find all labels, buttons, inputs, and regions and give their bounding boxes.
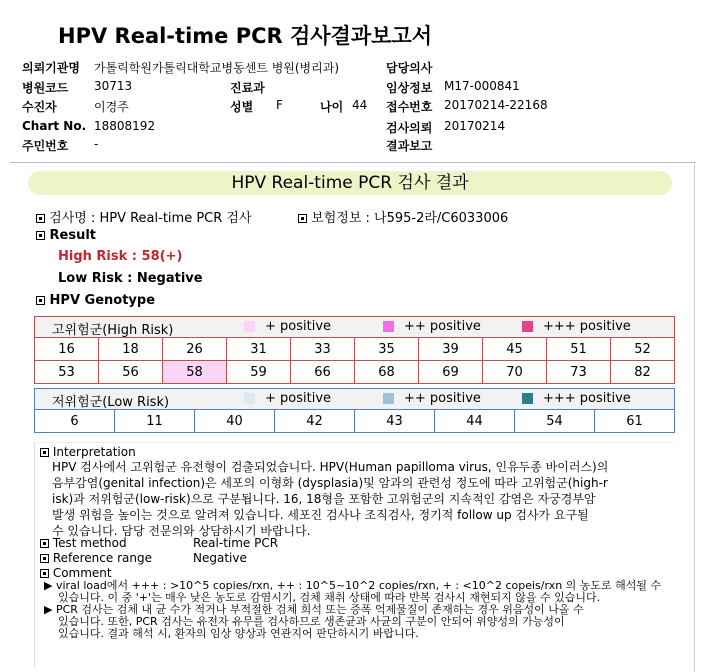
genotype-cell: 26 xyxy=(163,338,227,361)
institution-value: 가톨릭학원가톨릭대학교병동센트 병원(병리과) xyxy=(94,61,340,75)
legend-swatch xyxy=(244,393,255,404)
insurance-row xyxy=(298,207,508,226)
comment-2 xyxy=(44,604,684,640)
legend-swatch xyxy=(244,321,255,332)
interpretation-line: 발생 위험을 높이는 것으로 알려져 있습니다. 세포진 검사나 조직검사, 정기적 follow up 검사가 요구될 xyxy=(52,508,589,522)
interpretation-line: 음부감염(genital infection)은 세포의 이형화 (dysplasia)및 암과의 관련성 정도에 따라 고위험군(high-r xyxy=(52,476,608,490)
hospital-code-label: 병원코드 xyxy=(22,81,69,95)
method-label: Test method xyxy=(52,536,127,550)
genotype-cell: 58 xyxy=(163,361,227,384)
rrn-label: 주민번호 xyxy=(22,139,69,153)
square-bullet-icon xyxy=(36,214,45,223)
reference-label: Reference range xyxy=(52,551,152,565)
comment-line: viral load에서 +++ : >10^5 copies/rxn, ++ : 10^5~10^2 copies/rxn, + : <10^2 copeis/rxn 의 농도로 해석될 수 xyxy=(55,579,662,592)
high-risk-legend-1 xyxy=(244,319,331,334)
genotype-cell: 53 xyxy=(35,361,99,384)
report-title: HPV Real-time PCR 검사결과보고서 xyxy=(58,24,432,48)
report-label: 결과보고 xyxy=(386,139,433,153)
low-risk-legend-2 xyxy=(383,391,481,406)
high-risk-legend-2 xyxy=(383,319,481,334)
reference-value: Negative xyxy=(193,551,247,565)
patient-value: 이경주 xyxy=(94,100,129,114)
legend-label: + positive xyxy=(265,319,332,334)
sex-value: F xyxy=(276,98,283,112)
department-label: 진료과 xyxy=(230,81,265,95)
genotype-cell: 39 xyxy=(419,338,483,361)
high-risk-legend-3 xyxy=(522,319,631,334)
institution-label: 의뢰기관명 xyxy=(22,61,80,75)
genotype-heading-row xyxy=(36,293,155,308)
genotype-cell: 59 xyxy=(227,361,291,384)
interpretation-heading: Interpretation xyxy=(52,445,136,459)
request-date-label: 검사의뢰 xyxy=(386,121,433,135)
result-heading-row xyxy=(36,228,96,243)
interpretation-text xyxy=(52,459,682,539)
legend-label: +++ positive xyxy=(543,319,631,334)
patient-label: 수진자 xyxy=(22,100,57,114)
genotype-cell: 35 xyxy=(355,338,419,361)
chart-no-value: 18808192 xyxy=(94,119,156,133)
receipt-no-value: 20170214-22168 xyxy=(444,98,548,112)
method-row xyxy=(40,535,127,551)
high-risk-label: 고위험군(High Risk) xyxy=(52,323,174,338)
square-bullet-icon xyxy=(36,231,45,240)
clinical-info-label: 임상정보 xyxy=(386,81,433,95)
age-value: 44 xyxy=(352,98,368,112)
insurance-info: 보험정보 : 나595-2라/C6033006 xyxy=(311,211,509,226)
genotype-cell: 69 xyxy=(419,361,483,384)
high-risk-result: High Risk : 58(+) xyxy=(58,249,183,264)
genotype-cell: 11 xyxy=(115,410,195,433)
genotype-cell: 52 xyxy=(611,338,675,361)
rrn-value: - xyxy=(94,137,99,151)
triangle-bullet-icon: ▶ xyxy=(44,579,56,592)
high-risk-row xyxy=(35,338,675,361)
genotype-cell: 40 xyxy=(195,410,275,433)
genotype-cell: 42 xyxy=(275,410,355,433)
result-heading: Result xyxy=(49,228,97,243)
test-name: 검사명 : HPV Real-time PCR 검사 xyxy=(49,211,252,226)
genotype-cell: 16 xyxy=(35,338,99,361)
square-bullet-icon xyxy=(40,554,49,563)
header-separator xyxy=(10,162,696,163)
high-risk-table xyxy=(34,337,675,384)
low-risk-legend-1 xyxy=(244,391,331,406)
legend-label: ++ positive xyxy=(404,319,481,334)
genotype-cell: 31 xyxy=(227,338,291,361)
comment-line: 있습니다. 또한, PCR 검사는 유전자 유무를 검사하므로 생존균과 사균의 구분이 안되어 위양성의 가능성이 xyxy=(58,615,565,628)
comment-1 xyxy=(44,580,684,604)
reference-row xyxy=(40,550,152,566)
genotype-cell: 43 xyxy=(355,410,435,433)
interpretation-line: 수 있습니다. 담당 전문의와 상담하시기 바랍니다. xyxy=(52,524,311,538)
chart-no-label: Chart No. xyxy=(22,119,87,133)
request-date-value: 20170214 xyxy=(444,119,506,133)
square-bullet-icon xyxy=(36,296,45,305)
low-risk-row xyxy=(35,410,675,433)
interpretation-line: isk)과 저위험군(low-risk)으로 구분됩니다. 16, 18형을 포함한 고위험군의 지속적인 감염은 자궁경부암 xyxy=(52,492,596,506)
comment-heading: Comment xyxy=(52,566,112,580)
genotype-cell: 44 xyxy=(435,410,515,433)
banner-title: HPV Real-time PCR 검사 결과 xyxy=(231,173,469,193)
comment-line: PCR 검사는 검체 내 균 수가 적거나 부적절한 검체 희석 또는 증폭 억제물질이 존재하는 경우 위음성이 나올 수 xyxy=(55,603,584,616)
clinical-info-value: M17-000841 xyxy=(444,79,520,93)
genotype-cell: 73 xyxy=(547,361,611,384)
legend-label: ++ positive xyxy=(404,391,481,406)
genotype-cell: 54 xyxy=(515,410,595,433)
comment-line: 있습니다. 결과 해석 시, 환자의 임상 양상과 연관지어 판단하시기 바랍니다. xyxy=(58,627,419,640)
test-name-row xyxy=(36,207,252,226)
legend-label: +++ positive xyxy=(543,391,631,406)
interpretation-heading-row xyxy=(40,444,136,460)
interpretation-line: HPV 검사에서 고위험군 유전형이 검출되었습니다. HPV(Human papilloma virus, 인유두종 바이러스)의 xyxy=(52,460,609,474)
genotype-cell: 33 xyxy=(291,338,355,361)
low-risk-legend-3 xyxy=(522,391,631,406)
genotype-cell: 18 xyxy=(99,338,163,361)
low-risk-result: Low Risk : Negative xyxy=(58,271,203,286)
genotype-cell: 66 xyxy=(291,361,355,384)
square-bullet-icon xyxy=(298,214,307,223)
method-value: Real-time PCR xyxy=(193,536,279,550)
sex-label: 성별 xyxy=(230,100,254,114)
square-bullet-icon xyxy=(40,539,49,548)
genotype-cell: 45 xyxy=(483,338,547,361)
genotype-cell: 61 xyxy=(595,410,675,433)
genotype-cell: 82 xyxy=(611,361,675,384)
legend-swatch xyxy=(383,393,394,404)
triangle-bullet-icon: ▶ xyxy=(44,603,56,616)
genotype-cell: 70 xyxy=(483,361,547,384)
legend-label: + positive xyxy=(265,391,332,406)
receipt-no-label: 접수번호 xyxy=(386,100,433,114)
doctor-label: 담당의사 xyxy=(386,61,433,75)
legend-swatch xyxy=(383,321,394,332)
right-rule xyxy=(694,162,695,672)
genotype-cell: 6 xyxy=(35,410,115,433)
square-bullet-icon xyxy=(40,448,49,457)
genotype-cell: 68 xyxy=(355,361,419,384)
genotype-cell: 51 xyxy=(547,338,611,361)
low-risk-label: 저위험군(Low Risk) xyxy=(52,395,170,410)
comment-line: 있습니다. 이 중 '+'는 매우 낮은 농도로 감염시기, 검체 채취 상태에 따라 반복 검사시 재현되지 않을 수 있습니다. xyxy=(58,591,601,604)
genotype-cell: 56 xyxy=(99,361,163,384)
low-risk-table xyxy=(34,409,675,433)
legend-swatch xyxy=(522,393,533,404)
high-risk-row xyxy=(35,361,675,384)
age-label: 나이 xyxy=(320,100,344,114)
hospital-code-value: 30713 xyxy=(94,79,133,93)
legend-swatch xyxy=(522,321,533,332)
genotype-heading: HPV Genotype xyxy=(49,293,156,308)
square-bullet-icon xyxy=(40,569,49,578)
